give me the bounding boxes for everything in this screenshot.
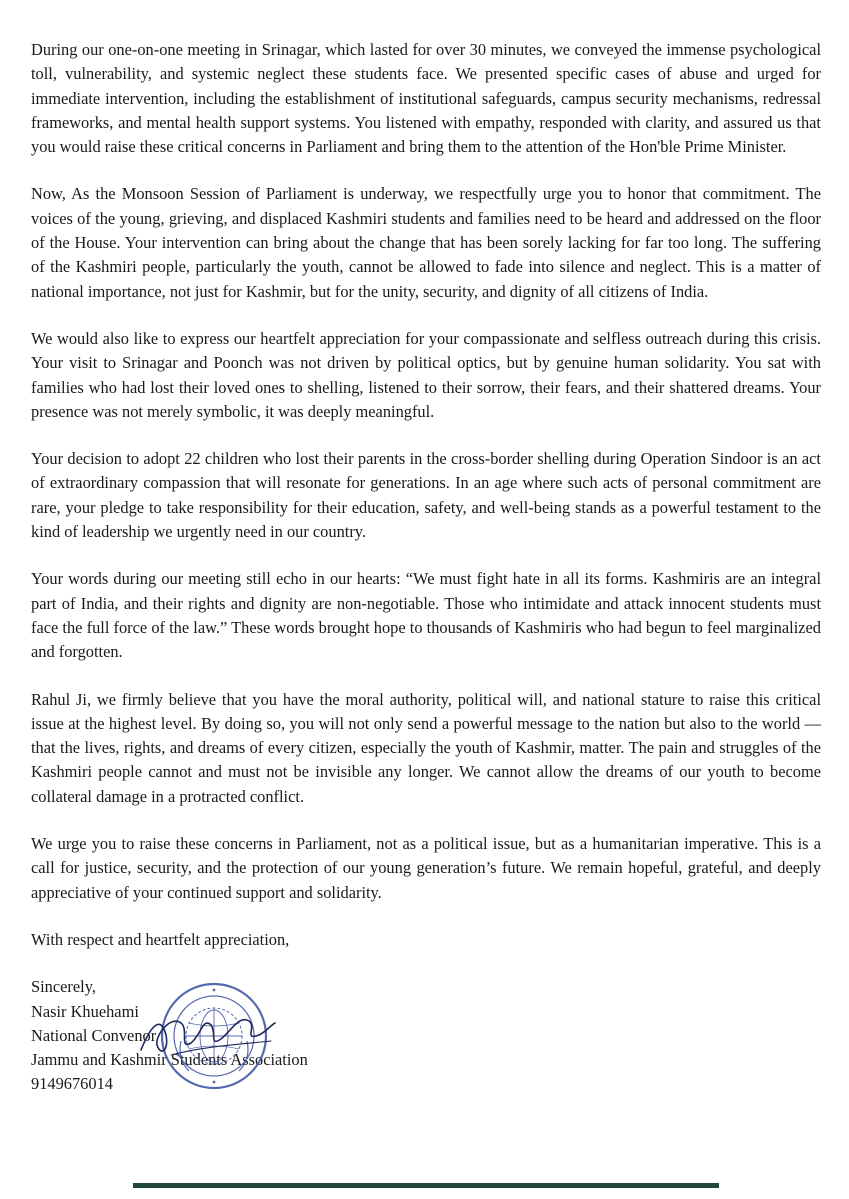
paragraph-rahul-ji: Rahul Ji, we firmly believe that you have the moral authority, political will, and national stature to raise this critical issue at the highest level. By doing so, you will not only send a powerful message to the nation but also to the world — that the lives, rights, and dreams of every citizen, especially the youth of Kashmir, matter. The pain and struggles of the Kashmiri people cannot and must not be invisible any longer. We cannot allow the dreams of our youth to become collateral damage in a protracted conflict. xyxy=(31,689,821,806)
signature-block xyxy=(31,975,821,1096)
signer-phone: 9149676014 xyxy=(31,1074,113,1094)
signer-title: National Convenor xyxy=(31,1025,157,1045)
paragraph-adoption: Your decision to adopt 22 children who lost their parents in the cross-border shelling during Operation Sindoor is an act of extraordinary compassion that will resonate for generations. In an age where such acts of personal commitment are rare, your pledge to take responsibility for their education, safety, and well-being stands as a powerful testament to the kind of leadership we urgently need in our country. xyxy=(31,449,821,542)
paragraph-meeting: During our one-on-one meeting in Srinagar, which lasted for over 30 minutes, we conveyed the immense psychological toll, vulnerability, and systemic neglect these students face. We presented specific cases of abuse and urged for immediate intervention, including the establishment of institutional safeguards, campus security mechanisms, redressal frameworks, and mental health support systems. You listened with empathy, responded with clarity, and assured us that you would raise these critical concerns in Parliament and bring them to the attention of the Hon'ble Prime Minister. xyxy=(31,40,821,157)
footer-bar xyxy=(133,1183,719,1188)
paragraph-quote: Your words during our meeting still echo in our hearts: “We must fight hate in all its forms. Kashmiris are an integral part of India, and their rights and dignity are non-negotiable. Those who intimidate and attack innocent students must face the full force of the law.” These words brought hope to thousands of Kashmiris who had begun to feel marginalized and forgotten. xyxy=(31,569,821,662)
closing-line: With respect and heartfelt appreciation, xyxy=(31,929,290,949)
signoff: Sincerely, xyxy=(31,977,96,997)
letter-body xyxy=(31,38,821,1097)
paragraph-monsoon-session: Now, As the Monsoon Session of Parliament is underway, we respectfully urge you to honor that commitment. The voices of the young, grieving, and displaced Kashmiri students and families need to be heard and addressed on the floor of the House. Your intervention can bring about the change that has been sorely lacking for far too long. The suffering of the Kashmiri people, particularly the youth, cannot be allowed to fade into silence and neglect. This is a matter of national importance, not just for Kashmir, but for the unity, security, and dignity of all citizens of India. xyxy=(31,184,821,301)
signer-organization: Jammu and Kashmir Students Association xyxy=(31,1050,308,1070)
paragraph-urge: We urge you to raise these concerns in Parliament, not as a political issue, but as a humanitarian imperative. This is a call for justice, security, and the protection of our young generation’s future. We remain hopeful, grateful, and deeply appreciative of your continued support and solidarity. xyxy=(31,834,821,902)
signer-name: Nasir Khuehami xyxy=(31,1001,139,1021)
handwritten-signature xyxy=(131,995,281,1065)
paragraph-appreciation: We would also like to express our heartfelt appreciation for your compassionate and selfless outreach during this crisis. Your visit to Srinagar and Poonch was not driven by political optics, but by genuine human solidarity. You sat with families who had lost their loved ones to shelling, listened to their sorrow, their fears, and their shattered dreams. Your presence was not merely symbolic, it was deeply meaningful. xyxy=(31,328,821,421)
